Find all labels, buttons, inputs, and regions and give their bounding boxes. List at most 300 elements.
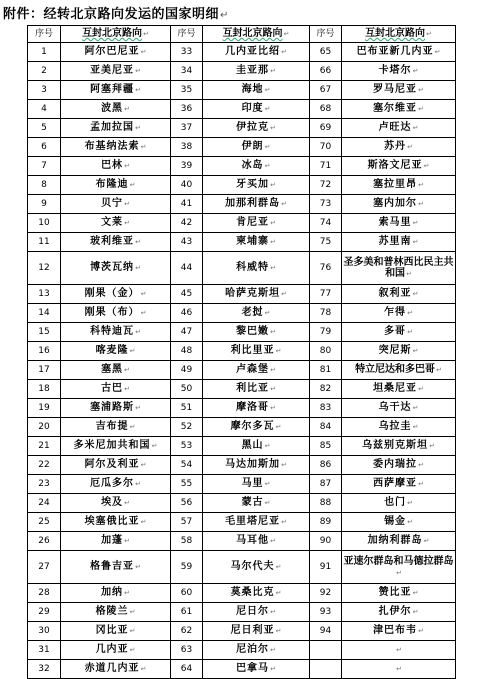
seq-cell: 69: [310, 119, 342, 138]
table-row: [28, 475, 456, 494]
country-cell: [61, 418, 171, 437]
seq-cell: 8: [28, 176, 61, 195]
paragraph-mark-icon: ↵: [275, 589, 282, 597]
seq-cell: 31: [28, 641, 61, 660]
country-name: 几内亚: [95, 644, 129, 655]
country-name: 索马里: [378, 217, 412, 228]
country-name: 柬埔寨: [236, 236, 270, 247]
country-cell: [203, 323, 310, 342]
country-name: 塞黑: [101, 364, 124, 375]
paragraph-mark-icon: ↵: [270, 646, 276, 654]
paragraph-mark-icon: ↵: [264, 442, 271, 450]
country-name: 加蓬: [101, 535, 124, 546]
seq-cell: 20: [28, 418, 61, 437]
country-cell: [61, 584, 171, 603]
country-cell: [203, 513, 310, 532]
table-row: [28, 513, 456, 532]
country-name: 巴布亚新几内亚: [356, 46, 434, 57]
country-name: 孟加拉国: [90, 122, 135, 133]
paragraph-mark-icon: ↵: [281, 48, 287, 56]
paragraph-mark-icon: ↵: [418, 105, 424, 113]
paragraph-mark-icon: ↵: [412, 124, 419, 132]
paragraph-mark-icon: ↵: [129, 347, 136, 355]
country-cell: [203, 551, 310, 584]
seq-cell: 91: [310, 551, 342, 584]
table-row: [28, 323, 456, 342]
country-cell: [203, 475, 310, 494]
country-table: [27, 25, 456, 679]
country-cell: [203, 119, 310, 138]
header-route-text-3: 互封北京路向: [365, 28, 426, 39]
country-name: 格陵兰: [95, 606, 129, 617]
country-name: 塞拉里昂: [373, 179, 418, 190]
country-cell: [61, 603, 171, 622]
country-cell: [61, 380, 171, 399]
table-row: [28, 456, 456, 475]
country-cell: [203, 622, 310, 641]
paragraph-mark-icon: ↵: [270, 181, 276, 189]
table-row: [28, 399, 456, 418]
country-name: 苏里南: [378, 236, 412, 247]
paragraph-mark-icon: ↵: [270, 328, 276, 336]
paragraph-mark-icon: ↵: [418, 86, 424, 94]
country-cell: [61, 641, 171, 660]
paragraph-mark-icon: ↵: [426, 30, 432, 38]
seq-cell: 80: [310, 342, 342, 361]
seq-cell: 93: [310, 603, 342, 622]
seq-cell: 3: [28, 81, 61, 100]
country-name: 赤道几内亚: [84, 663, 140, 674]
paragraph-mark-icon: ↵: [140, 461, 147, 469]
country-name: 黑山: [241, 440, 264, 451]
country-cell: [203, 176, 310, 195]
country-name: 伊朗: [241, 141, 264, 152]
paragraph-mark-icon: ↵: [124, 385, 130, 393]
seq-cell: 90: [310, 532, 342, 551]
table-row: [28, 195, 456, 214]
paragraph-mark-icon: ↵: [412, 67, 419, 75]
paragraph-mark-icon: ↵: [135, 563, 141, 571]
country-name: 也门: [384, 497, 407, 508]
country-name: 塞内加尔: [373, 198, 418, 209]
country-cell: [342, 304, 456, 323]
paragraph-mark-icon: ↵: [281, 200, 287, 208]
paragraph-mark-icon: ↵: [270, 608, 276, 616]
seq-cell: 32: [28, 660, 61, 679]
paragraph-mark-icon: ↵: [270, 264, 276, 272]
country-name: 蒙古: [241, 497, 264, 508]
country-name: 斯洛文尼亚: [367, 160, 423, 171]
country-cell: [342, 214, 456, 233]
country-cell: [61, 551, 171, 584]
seq-cell: [310, 660, 342, 679]
country-name: 利比亚: [236, 383, 270, 394]
header-route-1: [61, 26, 171, 43]
paragraph-mark-icon: ↵: [418, 461, 424, 469]
seq-cell: 50: [171, 380, 203, 399]
country-cell: [61, 138, 171, 157]
header-route-text-2: 互封北京路向: [222, 28, 283, 39]
country-cell: [342, 138, 456, 157]
country-name: 加纳利群岛: [367, 535, 423, 546]
table-header-row: [28, 26, 456, 43]
country-cell: [61, 100, 171, 119]
country-cell: [203, 157, 310, 176]
country-name: 老挝: [241, 307, 264, 318]
seq-cell: 46: [171, 304, 203, 323]
paragraph-mark-icon: ↵: [270, 219, 276, 227]
country-name: 摩洛哥: [236, 402, 270, 413]
country-name: 冰岛: [241, 160, 264, 171]
country-cell: [203, 437, 310, 456]
seq-cell: 19: [28, 399, 61, 418]
seq-cell: 79: [310, 323, 342, 342]
country-cell: [203, 342, 310, 361]
country-name: 阿塞拜疆: [90, 84, 135, 95]
seq-cell: 49: [171, 361, 203, 380]
seq-cell: 29: [28, 603, 61, 622]
paragraph-mark-icon: ↵: [140, 665, 147, 673]
country-cell: [342, 43, 456, 62]
seq-cell: 42: [171, 214, 203, 233]
country-cell: [342, 342, 456, 361]
paragraph-mark-icon: ↵: [275, 423, 282, 431]
table-row: [28, 437, 456, 456]
paragraph-mark-icon: ↵: [412, 290, 419, 298]
paragraph-mark-icon: ↵: [281, 290, 287, 298]
seq-cell: 65: [310, 43, 342, 62]
seq-cell: 30: [28, 622, 61, 641]
paragraph-mark-icon: ↵: [283, 30, 290, 38]
seq-cell: 88: [310, 494, 342, 513]
country-cell: [61, 43, 171, 62]
paragraph-mark-icon: ↵: [140, 309, 147, 317]
country-name: 牙买加: [236, 179, 270, 190]
country-name: 乌兹别克斯坦: [362, 440, 429, 451]
country-name: 乍得: [384, 307, 407, 318]
paragraph-mark-icon: ↵: [412, 219, 419, 227]
country-cell: [203, 285, 310, 304]
country-cell: [203, 43, 310, 62]
country-name: 圭亚那: [236, 65, 270, 76]
country-name: 喀麦隆: [95, 345, 129, 356]
country-cell: [342, 100, 456, 119]
country-name: 尼日利亚: [230, 625, 275, 636]
paragraph-mark-icon: ↵: [129, 646, 136, 654]
seq-cell: 85: [310, 437, 342, 456]
paragraph-mark-icon: ↵: [270, 238, 276, 246]
country-cell: [342, 285, 456, 304]
country-cell: [203, 304, 310, 323]
seq-cell: 2: [28, 62, 61, 81]
paragraph-mark-icon: ↵: [396, 665, 402, 673]
country-cell: [203, 418, 310, 437]
seq-cell: 63: [171, 641, 203, 660]
country-cell: [342, 660, 456, 679]
seq-cell: 77: [310, 285, 342, 304]
paragraph-mark-icon: ↵: [140, 518, 147, 526]
country-name: 文莱: [101, 217, 124, 228]
seq-cell: 55: [171, 475, 203, 494]
paragraph-mark-icon: ↵: [140, 143, 147, 151]
country-cell: [342, 157, 456, 176]
paragraph-mark-icon: ↵: [275, 347, 282, 355]
country-name: 加纳: [101, 587, 124, 598]
country-name: 亚速尔群岛和马德拉群岛: [343, 555, 454, 567]
country-name: 乌拉圭: [378, 421, 412, 432]
country-name: 罗马尼亚: [373, 84, 418, 95]
paragraph-mark-icon: ↵: [124, 366, 130, 374]
paragraph-mark-icon: ↵: [412, 238, 419, 246]
paragraph-mark-icon: ↵: [264, 309, 271, 317]
seq-cell: 83: [310, 399, 342, 418]
seq-cell: 62: [171, 622, 203, 641]
paragraph-mark-icon: ↵: [418, 627, 424, 635]
paragraph-mark-icon: ↵: [407, 143, 413, 151]
seq-cell: [310, 641, 342, 660]
seq-cell: 17: [28, 361, 61, 380]
country-name: 科威特: [236, 262, 270, 273]
table-row: [28, 584, 456, 603]
seq-cell: 18: [28, 380, 61, 399]
country-cell: [61, 214, 171, 233]
seq-cell: 39: [171, 157, 203, 176]
seq-cell: 45: [171, 285, 203, 304]
country-cell: [342, 323, 456, 342]
seq-cell: 53: [171, 437, 203, 456]
country-name: 尼泊尔: [236, 644, 270, 655]
seq-cell: 36: [171, 100, 203, 119]
country-cell: [61, 660, 171, 679]
paragraph-mark-icon: ↵: [418, 385, 424, 393]
paragraph-mark-icon: ↵: [135, 86, 141, 94]
country-cell: [203, 100, 310, 119]
country-name: 几内亚比绍: [225, 46, 281, 57]
seq-cell: 66: [310, 62, 342, 81]
country-cell: [61, 323, 171, 342]
table-row: [28, 138, 456, 157]
country-cell: [203, 603, 310, 622]
seq-cell: 35: [171, 81, 203, 100]
country-cell: [203, 233, 310, 252]
paragraph-mark-icon: ↵: [429, 442, 435, 450]
country-cell: [61, 513, 171, 532]
seq-cell: 72: [310, 176, 342, 195]
table-row: [28, 119, 456, 138]
country-cell: [61, 233, 171, 252]
seq-cell: 54: [171, 456, 203, 475]
paragraph-mark-icon: ↵: [270, 404, 276, 412]
seq-cell: 13: [28, 285, 61, 304]
paragraph-mark-icon: ↵: [270, 124, 276, 132]
country-name: 委内瑞拉: [373, 459, 418, 470]
paragraph-mark-icon: ↵: [396, 646, 402, 654]
header-route-2: [203, 26, 310, 43]
country-cell: [203, 584, 310, 603]
paragraph-mark-icon: ↵: [124, 499, 130, 507]
country-cell: [61, 475, 171, 494]
header-seq-1: 序号: [28, 26, 61, 43]
table-row: [28, 603, 456, 622]
country-name: 圣多美和普林西比民主共和国: [343, 256, 454, 279]
country-cell: [61, 437, 171, 456]
document-title-text: 附件：经转北京路向发运的国家明细: [3, 7, 220, 22]
paragraph-mark-icon: ↵: [264, 143, 271, 151]
country-name: 尼日尔: [236, 606, 270, 617]
seq-cell: 10: [28, 214, 61, 233]
country-name: 赞比亚: [378, 587, 412, 598]
country-cell: [342, 361, 456, 380]
seq-cell: 12: [28, 252, 61, 285]
paragraph-mark-icon: ↵: [135, 124, 141, 132]
seq-cell: 9: [28, 195, 61, 214]
country-cell: [61, 176, 171, 195]
country-name: 多哥: [384, 326, 407, 337]
country-name: 加那利群岛: [225, 198, 281, 209]
country-name: 古巴: [101, 383, 124, 394]
seq-cell: 40: [171, 176, 203, 195]
country-cell: [61, 252, 171, 285]
paragraph-mark-icon: ↵: [124, 200, 130, 208]
country-cell: [342, 252, 456, 285]
paragraph-mark-icon: ↵: [407, 518, 413, 526]
country-name: 扎伊尔: [378, 606, 412, 617]
country-cell: [342, 399, 456, 418]
country-cell: [342, 81, 456, 100]
country-name: 乌干达: [378, 402, 412, 413]
seq-cell: 73: [310, 195, 342, 214]
seq-cell: 92: [310, 584, 342, 603]
country-cell: [342, 494, 456, 513]
country-name: 黎巴嫩: [236, 326, 270, 337]
country-name: 叙利亚: [378, 288, 412, 299]
paragraph-mark-icon: ↵: [406, 269, 412, 278]
seq-cell: 75: [310, 233, 342, 252]
seq-cell: 33: [171, 43, 203, 62]
country-name: 印度: [241, 103, 264, 114]
country-cell: [203, 494, 310, 513]
country-name: 阿尔及利亚: [84, 459, 140, 470]
paragraph-mark-icon: ↵: [124, 162, 130, 170]
country-name: 巴拿马: [236, 663, 270, 674]
country-cell: [203, 532, 310, 551]
country-cell: [203, 195, 310, 214]
country-cell: [342, 176, 456, 195]
seq-cell: 58: [171, 532, 203, 551]
paragraph-mark-icon: ↵: [129, 627, 136, 635]
table-row: [28, 660, 456, 679]
paragraph-mark-icon: ↵: [281, 461, 287, 469]
paragraph-mark-icon: ↵: [436, 366, 442, 374]
country-name: 西萨摩亚: [373, 478, 418, 489]
seq-cell: 28: [28, 584, 61, 603]
country-name: 埃及: [101, 497, 124, 508]
country-name: 突尼斯: [378, 345, 412, 356]
paragraph-mark-icon: ↵: [140, 290, 147, 298]
country-name: 海地: [241, 84, 264, 95]
paragraph-mark-icon: ↵: [418, 181, 424, 189]
seq-cell: 56: [171, 494, 203, 513]
table-row: [28, 622, 456, 641]
seq-cell: 86: [310, 456, 342, 475]
country-cell: [61, 532, 171, 551]
country-name: 马里: [241, 478, 264, 489]
country-cell: [61, 304, 171, 323]
country-name: 哈萨克斯坦: [225, 288, 281, 299]
country-cell: [203, 62, 310, 81]
country-name: 巴林: [101, 160, 124, 171]
country-cell: [342, 513, 456, 532]
table-row: [28, 532, 456, 551]
country-name: 塞浦路斯: [90, 402, 135, 413]
seq-cell: 67: [310, 81, 342, 100]
table-row: [28, 641, 456, 660]
seq-cell: 60: [171, 584, 203, 603]
country-name: 摩尔多瓦: [230, 421, 275, 432]
country-cell: [61, 285, 171, 304]
paragraph-mark-icon: ↵: [281, 518, 287, 526]
seq-cell: 24: [28, 494, 61, 513]
seq-cell: 11: [28, 233, 61, 252]
seq-cell: 44: [171, 252, 203, 285]
seq-cell: 68: [310, 100, 342, 119]
seq-cell: 37: [171, 119, 203, 138]
seq-cell: 87: [310, 475, 342, 494]
seq-cell: 51: [171, 399, 203, 418]
country-cell: [342, 380, 456, 399]
paragraph-mark-icon: ↵: [135, 328, 141, 336]
paragraph-mark-icon: ↵: [270, 537, 276, 545]
country-name: 特立尼达和多巴哥: [355, 364, 436, 375]
country-cell: [61, 119, 171, 138]
document-title: [3, 3, 229, 22]
paragraph-mark-icon: ↵: [407, 328, 413, 336]
country-cell: [342, 119, 456, 138]
country-cell: [203, 380, 310, 399]
header-seq-2: 序号: [171, 26, 203, 43]
seq-cell: 43: [171, 233, 203, 252]
country-cell: [61, 622, 171, 641]
paragraph-mark-icon: ↵: [143, 30, 149, 38]
paragraph-mark-icon: ↵: [434, 48, 441, 56]
country-cell: [342, 584, 456, 603]
country-cell: [61, 494, 171, 513]
seq-cell: 27: [28, 551, 61, 584]
table-row: [28, 304, 456, 323]
country-name: 阿尔巴尼亚: [84, 46, 140, 57]
country-cell: [61, 195, 171, 214]
country-name: 苏丹: [384, 141, 407, 152]
seq-cell: 74: [310, 214, 342, 233]
seq-cell: 4: [28, 100, 61, 119]
country-name: 津巴布韦: [373, 625, 418, 636]
paragraph-mark-icon: ↵: [220, 10, 229, 21]
country-cell: [342, 475, 456, 494]
seq-cell: 5: [28, 119, 61, 138]
paragraph-mark-icon: ↵: [129, 608, 136, 616]
table-row: [28, 62, 456, 81]
country-name: 博茨瓦纳: [90, 262, 135, 273]
country-name: 肯尼亚: [236, 217, 270, 228]
seq-cell: 84: [310, 418, 342, 437]
country-cell: [342, 641, 456, 660]
paragraph-mark-icon: ↵: [264, 499, 271, 507]
country-name: 毛里塔尼亚: [225, 516, 281, 527]
seq-cell: 76: [310, 252, 342, 285]
table-row: [28, 494, 456, 513]
paragraph-mark-icon: ↵: [124, 219, 130, 227]
country-cell: [203, 138, 310, 157]
